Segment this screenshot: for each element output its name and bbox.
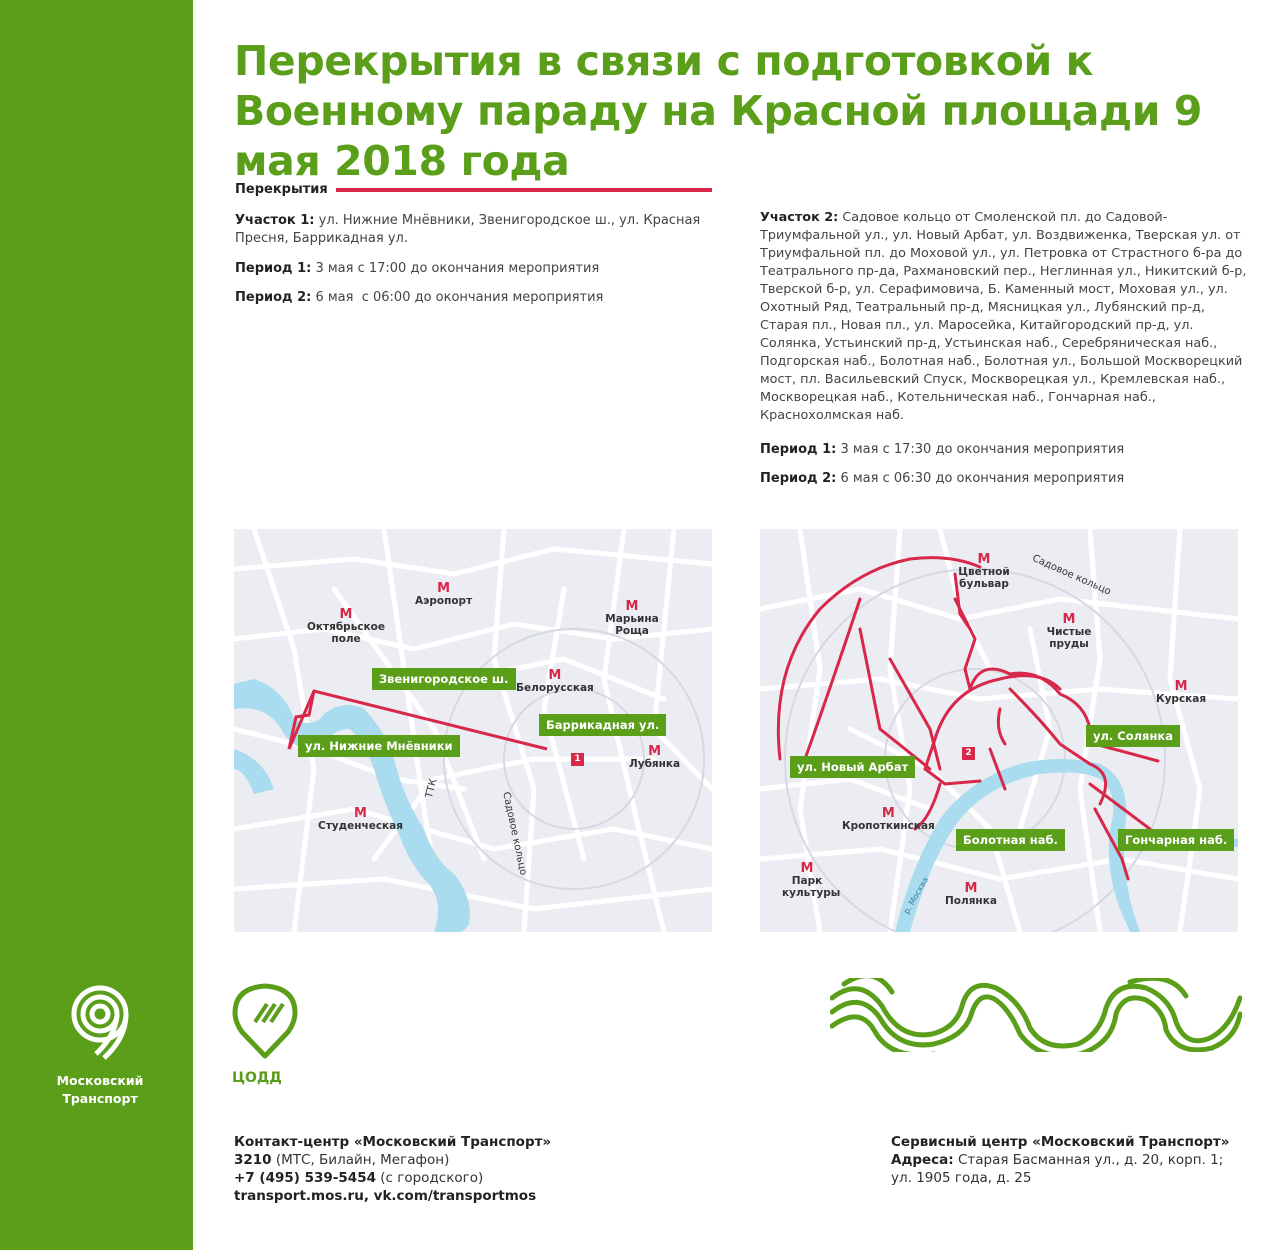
moscow-transport-logo [45, 982, 155, 1108]
metro-icon: М [625, 599, 639, 614]
section2-period2 [760, 470, 1124, 488]
codd-logo-icon [232, 982, 298, 1060]
footer-contact-center [234, 1133, 551, 1205]
station-name: Полянка [945, 895, 997, 907]
metro-icon: М [648, 744, 662, 759]
section2-text: Садовое кольцо от Смоленской пл. до Садовой-Триумфальной ул., ул. Новый Арбат, ул. Воздвиженка, Тверская ул. от Триумфальной пл. до Моховой ул., ул. Петровка от Страстного б-ра до Театрального пр-да, Рахмановский пер., Неглинная ул., Никитский б-р, Тверской б-р, ул. Серафимовича, Б. Каменный мост, Моховая ул., ул. Охотный Ряд, Театральный пр-д, Мясницкая ул., Лубянский пр-д, Старая пл., Новая пл., ул. Маросейка, Китайгородский пр-д, ул. Солянка, Устьинский пр-д, Устьинская наб., Серебряническая наб., Подгорская наб., Болотная наб., Болотная ул., Большой Москворецкий мост, пл. Васильевский Спуск, Москворецкая ул., Кремлевская наб., Москворецкая наб., Котельническая наб., Гончарная наб., Краснохолмская наб. [760, 210, 1247, 423]
footer-address2: ул. 1905 года, д. 25 [891, 1170, 1032, 1186]
map1-ttk-label: ТТК [423, 777, 440, 800]
footer-links[interactable]: transport.mos.ru, vk.com/transportmos [234, 1188, 537, 1204]
station-name: Парк культуры [782, 875, 841, 899]
section1-text: ул. Нижние Мнёвники, Звенигородское ш., ул. Красная Пресня, Баррикадная ул. [235, 213, 701, 246]
footer-service-center [891, 1133, 1271, 1187]
sidebar [0, 0, 193, 1250]
station-name: Курская [1156, 693, 1207, 705]
map2-tag-solyanka: ул. Солянка [1086, 725, 1180, 747]
section1-period1-value: 3 мая с 17:00 до окончания мероприятия [315, 261, 600, 276]
page-title: Перекрытия в связи с подготовкой к Военному параду на Красной площади 9 мая 2018 года [234, 37, 1203, 185]
mt-logo-line1: Московский [56, 1073, 144, 1088]
map1-station-belorusskaya [516, 669, 594, 694]
section1-period2 [235, 289, 603, 307]
section1-description [235, 212, 705, 248]
map-section2 [760, 529, 1238, 932]
metro-icon: М [977, 552, 991, 567]
station-name: Октябрьское поле [306, 621, 386, 645]
map2-tag-arbat: ул. Новый Арбат [790, 756, 915, 778]
station-name: Аэропорт [415, 595, 473, 607]
map1-zone-number: 1 [571, 753, 584, 766]
map2-tag-goncharnaya: Гончарная наб. [1118, 829, 1234, 851]
metro-icon: М [548, 668, 562, 683]
map2-station-park [782, 861, 841, 899]
section1-period1 [235, 260, 599, 278]
section2-period1-label: Период 1: [760, 442, 837, 457]
map2-station-chistye [1044, 613, 1094, 650]
codd-label: ЦОДД [232, 1070, 282, 1086]
map1-tag-barrikadnaya: Баррикадная ул. [539, 714, 666, 736]
closures-heading: Перекрытия [235, 182, 328, 197]
map2-sadovoe-label: Садовое кольцо [1030, 553, 1113, 598]
metro-icon: М [354, 806, 367, 821]
closures-red-line [336, 188, 712, 192]
footer-right-title: Сервисный центр «Московский Транспорт» [891, 1134, 1230, 1150]
map1-station-aeroport [415, 582, 472, 607]
metro-icon: М [964, 881, 978, 896]
codd-logo [232, 982, 302, 1086]
map1-station-maryina [602, 600, 662, 637]
map2-station-tsvetnoy [954, 553, 1014, 590]
metro-icon: М [881, 806, 895, 821]
station-name: Цветной бульвар [958, 566, 1010, 590]
section2-period1 [760, 441, 1124, 459]
footer-address1: Старая Басманная ул., д. 20, корп. 1; [957, 1152, 1224, 1168]
footer-phone-short: 3210 [234, 1152, 272, 1168]
station-name: Студенческая [318, 820, 403, 832]
decorative-wave-pattern [830, 978, 1242, 1052]
section2-period2-value: 6 мая с 06:30 до окончания мероприятия [840, 471, 1125, 486]
section1-period2-label: Период 2: [235, 290, 312, 305]
station-name: Чистые пруды [1046, 626, 1092, 650]
footer-address-label: Адреса: [891, 1152, 954, 1168]
section2-period2-label: Период 2: [760, 471, 837, 486]
moscow-transport-nine-icon [60, 982, 140, 1062]
map2-river-label: р. Москва [902, 875, 931, 916]
mt-logo-line2: Транспорт [62, 1091, 138, 1106]
section2-period1-value: 3 мая с 17:30 до окончания мероприятия [840, 442, 1125, 457]
station-name: Кропоткинская [842, 820, 935, 832]
footer-phone-long-note: (с городского) [380, 1170, 484, 1186]
station-name: Лубянка [629, 758, 681, 770]
map2-station-kurskaya [1156, 680, 1206, 705]
map1-station-oktyabrskoe [306, 608, 386, 645]
metro-icon: М [339, 607, 353, 622]
metro-icon: М [1174, 679, 1188, 694]
metro-icon: М [800, 861, 814, 876]
section1-period2-value: 6 мая с 06:00 до окончания мероприятия [315, 290, 604, 305]
map2-station-kropotkinskaya [842, 807, 935, 832]
section1-label: Участок 1: [235, 213, 315, 228]
section1-period1-label: Период 1: [235, 261, 312, 276]
station-name: Марьина Роща [605, 613, 659, 637]
map2-zone-number: 2 [962, 747, 975, 760]
section2-description [760, 209, 1250, 425]
footer-left-title: Контакт-центр «Московский Транспорт» [234, 1134, 552, 1150]
map2-station-polyanka [945, 882, 997, 907]
map1-station-studencheskaya [318, 807, 403, 832]
section2-label: Участок 2: [760, 210, 839, 225]
map1-tag-mnevniki: ул. Нижние Мнёвники [298, 735, 460, 757]
footer-phone-short-note: (МТС, Билайн, Мегафон) [275, 1152, 450, 1168]
map1-sadovoe-label: Садовое кольцо [500, 791, 529, 877]
metro-icon: М [1062, 612, 1076, 627]
footer-phone-long: +7 (495) 539-5454 [234, 1170, 376, 1186]
map1-tag-zvenigorodskoe: Звенигородское ш. [372, 668, 516, 690]
station-name: Белорусская [516, 682, 594, 694]
map2-tag-bolotnaya: Болотная наб. [956, 829, 1065, 851]
metro-icon: М [437, 581, 451, 596]
map1-station-lubyanka [629, 745, 680, 770]
map-section1 [234, 529, 712, 932]
